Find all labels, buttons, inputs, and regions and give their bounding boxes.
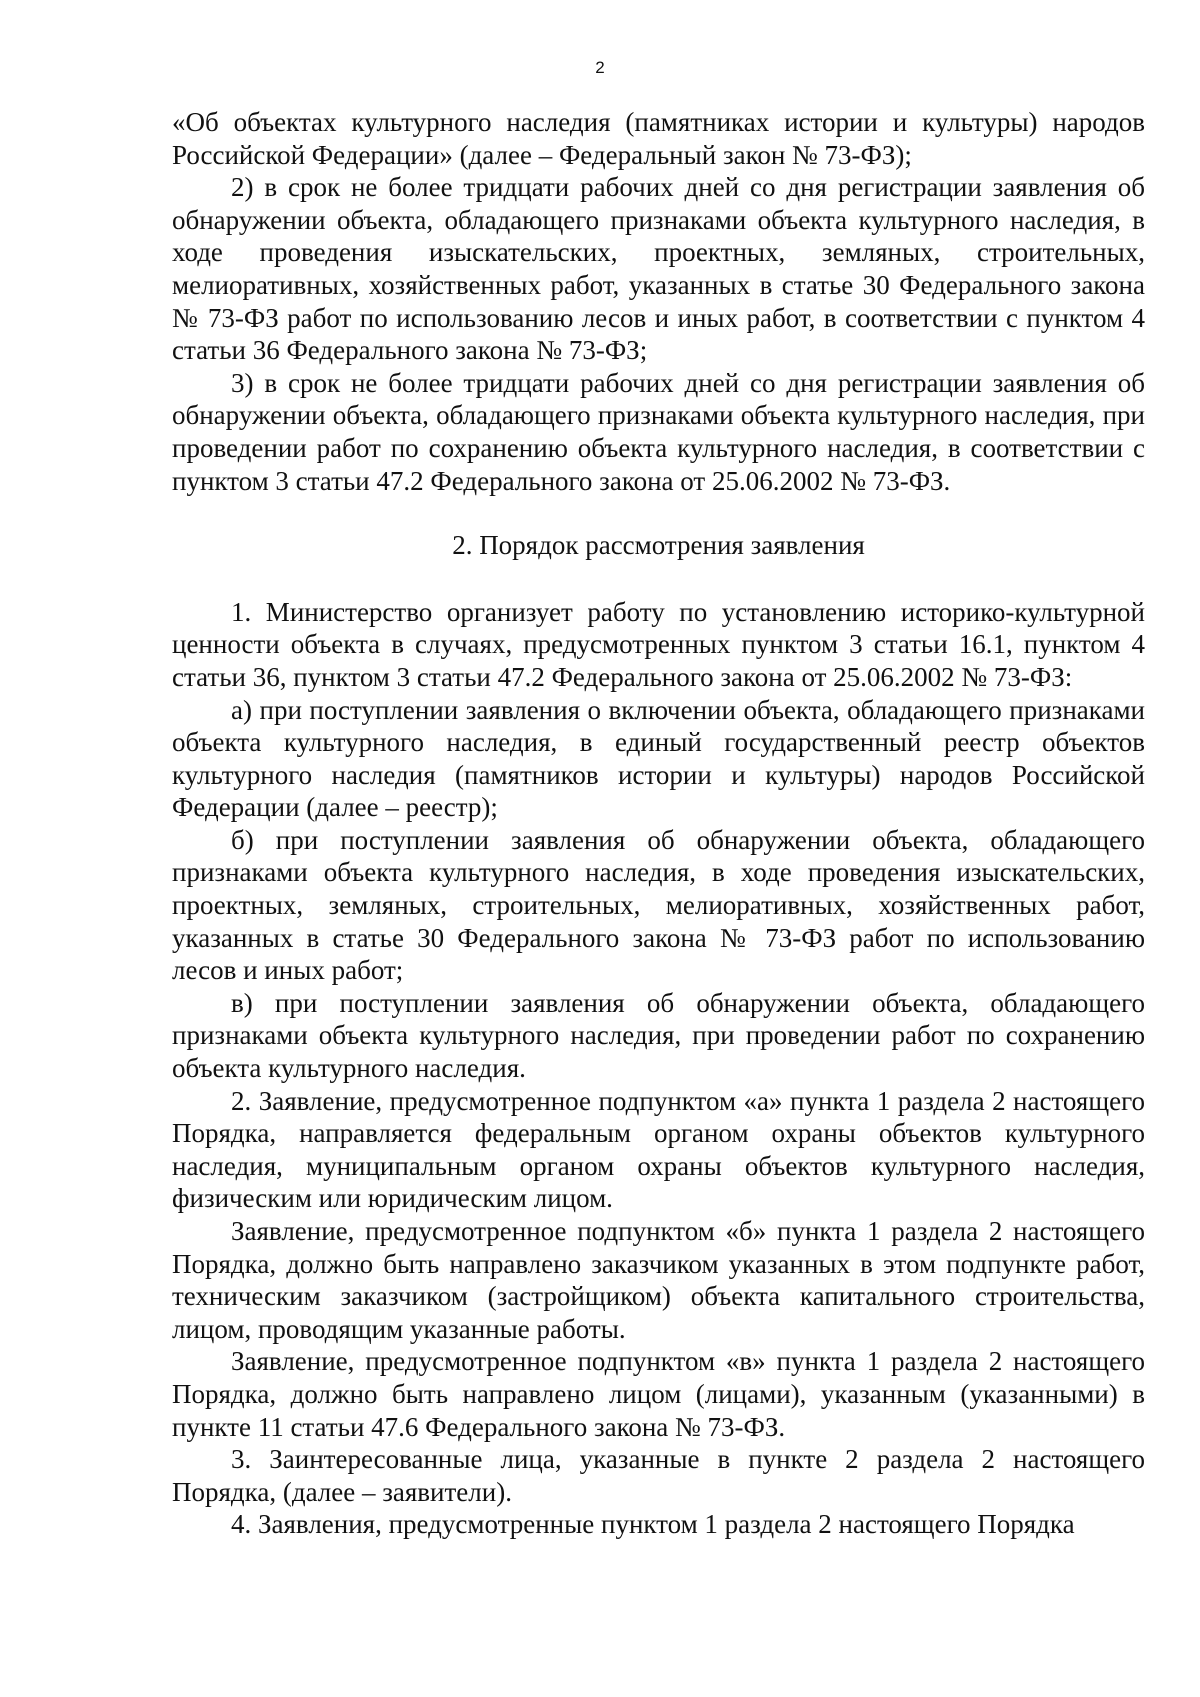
paragraph-subpoint-a: а) при поступлении заявления о включении объекта, обладающего признаками объекта культурного наследия, в единый государственный реестр объектов культурного наследия (памятников истории и культуры) народов Российской Федерации (далее – реестр); xyxy=(172,694,1145,823)
paragraph-point-2-v: Заявление, предусмотренное подпунктом «в» пункта 1 раздела 2 настоящего Порядка, должно быть направлено лицом (лицами), указанным (указанными) в пункте 11 статьи 47.6 Федерального закона № 73-ФЗ. xyxy=(172,1346,1145,1442)
paragraph-item-2: 2) в срок не более тридцати рабочих дней со дня регистрации заявления об обнаружении объекта, обладающего признаками объекта культурного наследия, в ходе проведения изыскательских, проектных, земляных, строительных, мелиоративных, хозяйственных работ, указанных в статье 30 Федерального закона № 73-ФЗ работ по использованию лесов и иных работ, в соответствии с пунктом 4 статьи 36 Федерального закона № 73-ФЗ; xyxy=(172,172,1145,366)
paragraph-item-3: 3) в срок не более тридцати рабочих дней со дня регистрации заявления об обнаружении объекта, обладающего признаками объекта культурного наследия, при проведении работ по сохранению объекта культурного наследия, в соответствии с пунктом 3 статьи 47.2 Федерального закона от 25.06.2002 № 73-ФЗ. xyxy=(172,367,1145,496)
page-number: 2 xyxy=(595,58,605,77)
paragraph-subpoint-v: в) при поступлении заявления об обнаружении объекта, обладающего признаками объекта культурного наследия, при проведении работ по сохранению объекта культурного наследия. xyxy=(172,987,1145,1084)
section-title: 2. Порядок рассмотрения заявления xyxy=(452,530,865,561)
paragraph-law-title-continuation: «Об объектах культурного наследия (памятниках истории и культуры) народов Российской Федерации» (далее – Федеральный закон № 73-ФЗ); xyxy=(172,107,1145,170)
paragraph-point-1: 1. Министерство организует работу по установлению историко-культурной ценности объекта в случаях, предусмотренных пунктом 3 статьи 16.1, пунктом 4 статьи 36, пунктом 3 статьи 47.2 Федерального закона от 25.06.2002 № 73-ФЗ: xyxy=(172,596,1145,692)
paragraph-point-2: 2. Заявление, предусмотренное подпунктом «а» пункта 1 раздела 2 настоящего Порядка, направляется федеральным органом охраны объектов культурного наследия, муниципальным органом охраны объектов культурного наследия, физическим или юридическим лицом. xyxy=(172,1085,1145,1214)
paragraph-point-3: 3. Заинтересованные лица, указанные в пункте 2 раздела 2 настоящего Порядка, (далее – заявители). xyxy=(172,1444,1145,1507)
paragraph-subpoint-b: б) при поступлении заявления об обнаружении объекта, обладающего признаками объекта культурного наследия, в ходе проведения изыскательских, проектных, земляных, строительных, мелиоративных, хозяйственных работ, указанных в статье 30 Федерального закона № 73-ФЗ работ по использованию лесов и иных работ; xyxy=(172,824,1145,986)
paragraph-point-2-b: Заявление, предусмотренное подпунктом «б» пункта 1 раздела 2 настоящего Порядка, должно быть направлено заказчиком указанных в этом подпункте работ, техническим заказчиком (застройщиком) объекта капитального строительства, лицом, проводящим указанные работы. xyxy=(172,1216,1145,1344)
paragraph-point-4: 4. Заявления, предусмотренные пунктом 1 раздела 2 настоящего Порядка xyxy=(231,1509,1075,1540)
document-body xyxy=(172,106,1145,1541)
